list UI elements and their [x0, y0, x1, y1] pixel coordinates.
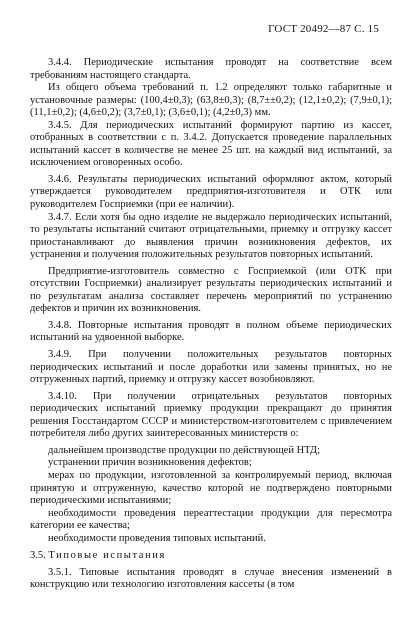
document-body: [30, 57, 392, 592]
page-header: ГОСТ 20492—87 С. 15: [268, 23, 379, 35]
paragraph-3-5-1: 3.5.1. Типовые испытания проводят в случае внесения изменений в конструкцию или технологию изготовления кассеты (в том: [30, 566, 392, 591]
paragraph-3-4-10: 3.4.10. При получении отрицательных результатов повторных периодических испытаний приемку продукции прекращают до принятия решения Госстандартом СССР и министерством-изготовителем с привлечением потребителя либо других заинтересованных министерств о:: [30, 390, 392, 440]
paragraph-3-4-7: 3.4.7. Если хотя бы одно изделие не выдержало периодических испытаний, то результаты испытаний считают отрицательными, приемку и отгрузку кассет приостанавливают до выявления причин возникновения дефектов, их устранения и получения положительных результатов повторных испытаний.: [30, 211, 392, 261]
paragraph-3-4-9: 3.4.9. При получении положительных результатов повторных периодических испытаний и после доработки или замены принятых, но не отгруженных партий, приемку и отгрузку кассет возобновляют.: [30, 349, 392, 386]
list-item-reattestation: необходимости проведения переаттестации продукции для пересмотра категории ее качества;: [30, 507, 392, 532]
paragraph-analysis: Предприятие-изготовитель совместно с Госприемкой (или ОТК при отсутствии Госприемки) анализирует результаты периодических испытаний и по результатам анализа составляет перечень мероприятий по устранению дефектов и причин их возникновения.: [30, 265, 392, 315]
paragraph-dimensions: Из общего объема требований п. 1.2 определяют только габаритные и установочные размеры: (100,4±0,3); (63,8±0,3); (8,7±±0,2); (12,1±0,2); (7,9±0,1); (11,1±0,2); (4,6±0,2); (3,7±0,1); (3,6±0,1); (4,2±0,3) мм.: [30, 82, 392, 119]
list-item-type-tests: необходимости проведения типовых испытаний.: [48, 532, 266, 544]
section-title: Типовые испытания: [48, 550, 166, 562]
paragraph-3-4-6: 3.4.6. Результаты периодических испытаний оформляют актом, который утверждается руководителем предприятия-изготовителя и ОТК или руководителем Госприемки (при ее наличии).: [30, 173, 392, 211]
paragraph-3-4-4: 3.4.4. Периодические испытания проводят на соответствие всем требованиям настоящего стандарта.: [30, 57, 392, 81]
paragraph-3-4-5: 3.4.5. Для периодических испытаний формируют партию из кассет, отобранных в соответствии с п. 3.4.2. Допускается проведение параллельных испытаний кассет в количестве не менее 25 шт. на каждый вид испытаний, за исключением оговоренных особо.: [30, 119, 392, 169]
list-item-defects: устранении причин возникновения дефектов;: [48, 457, 252, 469]
list-item-measures: мерах по продукции, изготовленной за контролируемый период, включая принятую и отгруженную, качество которой не подтверждено повторными периодическими испытаниями;: [30, 469, 392, 507]
paragraph-3-4-8: 3.4.8. Повторные испытания проводят в полном объеме периодических испытаний на удвоенной выборке.: [30, 319, 392, 344]
section-heading: [30, 550, 392, 563]
section-number: 3.5.: [30, 550, 46, 562]
list-item-production: дальнейшем производстве продукции по действующей НТД;: [48, 444, 320, 456]
